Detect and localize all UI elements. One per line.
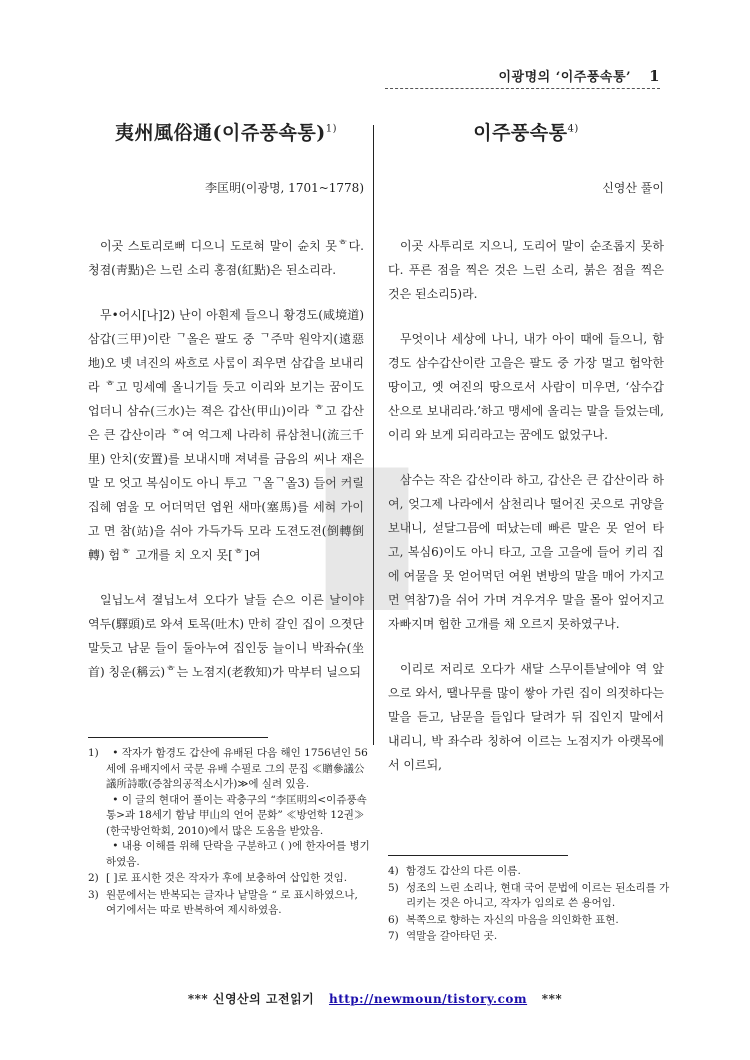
paragraph: 삼수는 작은 갑산이라 하고, 갑산은 큰 갑산이라 하여, 엊그제 나라에서 삼천리나 떨어진 곳으로 귀양을 보내니, 섣달그믐에 떠났는데 빠른 말은 못 얻어 타고, 복심6)이도 아니 타고, 고을 고을에 들어 키리 집에 여물을 못 얻어먹던 여윈 변방의 말을 매어 가지고 먼 역참7)을 쉬어 가며 겨우겨우 말을 몰아 엎어지고 자빠지며 험한 고개를 채 오르지 못하였구나. <box>388 473 664 631</box>
footer-prefix: *** 신영산의 고전읽기 <box>187 992 315 1006</box>
watermark: ▉ <box>326 470 420 609</box>
footnote: 6) 복쪽으로 향하는 자신의 마음을 의인화한 표현. <box>388 913 619 926</box>
paragraph: 이곳 사투리로 지으니, 도리어 말이 순조롭지 못하다. 푸른 점을 찍은 것은 느린 소리, 붉은 점을 찍은 것은 된소리5)라. <box>388 239 664 301</box>
paragraph: 이곳 스토리로뻐 디으니 도로혀 말이 슌치 못ᄒ다. 쳥졈(靑點)은 느린 소리 홍졈(紅點)은 된소리라. <box>88 239 364 277</box>
footnote-rule <box>88 737 268 738</box>
footnote: 3) 원문에서는 반복되는 글자나 낱말을 “ 로 표시하였으나, 여기에서는 따로 반복하여 제시하였음. <box>88 888 358 916</box>
footer-suffix: *** <box>541 992 563 1006</box>
page-footer <box>0 990 750 1007</box>
blog-link[interactable]: http://newmoun/tistory.com <box>328 992 528 1006</box>
footnote: 2) [ ]로 표시한 것은 작자가 후에 보충하여 삽입한 것임. <box>88 872 348 884</box>
footnote: 7) 역말을 갈아타던 곳. <box>388 930 498 942</box>
paragraph: 무•어시[나]2) 난이 아흰제 들으니 황경도(咸境道) 삼갑(三甲)이란 ᄀ올은 팔도 중 ᄀ주막 원악지(遠惡地)오 녯 녀진의 싸흐로 사ᄅᆞᆷ이 죄우면 삼갑을 보내리라 ᄒ고 밍세예 올니기들 듯고 이리와 보기는 꿈이도 업더니 삼슈(三水)는 젹은 갑산(甲山)이라 ᄒ고 갑산은 큰 갑산이라 ᄒ여 억그제 나라히 류삼쳔니(流三千里) 안치(安置)를 보내시매 져녁를 금음의 씨나 재은 말 모 엇고 복심이도 아니 투고 ᄀ올ᄀ올3) 들어 커릴 집헤 염울 모 어더먹던 엽윈 새마(塞馬)를 세혀 가이고 면 참(站)을 쉬아 가득가득 모라 도젼도젼(倒轉倒轉) 험ᄒ 고개를 치 오지 못[ᄒ]여 <box>88 308 364 562</box>
translation-column <box>388 118 664 772</box>
translation-footnotes <box>388 855 670 946</box>
title-footnote-ref: 4) <box>567 123 579 135</box>
original-footnotes <box>88 737 370 920</box>
translator: 신영산 풀이 <box>602 181 664 195</box>
translation-title: 이주풍속통$^{4)}$ <box>473 122 579 144</box>
paragraph: 이리로 저리로 오다가 새달 스무이튿날에야 역 앞으로 와서, 땔나무를 많이 쌓아 가린 집이 의젓하다는 말을 듣고, 남문을 들입다 달려가 뒤 집인지 말에서 내리니, 박 좌수라 칭하여 이르는 노점지가 아랫목에서 이르되, <box>388 662 664 772</box>
header-title: 이광명의 ‘이주풍속통’ <box>498 70 632 85</box>
original-title: 夷州風俗通(이쥬풍쇽통)$^{1)}$ <box>114 122 338 144</box>
original-paragraphs <box>88 234 364 705</box>
paragraph: 무엇이나 세상에 나니, 내가 아이 때에 들으니, 함경도 삼수갑산이란 고을은 팔도 중 가장 멀고 험악한 땅이고, 옛 여진의 땅으로서 사람이 미우면, ‘삼수갑산으로 보내리라.’하고 맹세에 올리는 말을 들었는데, 이리 와 보게 되리라고는 꿈에도 없었구나. <box>388 332 664 442</box>
original-text-column <box>88 118 364 679</box>
footnote-rule <box>388 855 568 856</box>
title-footnote-ref: 1) <box>325 123 338 135</box>
column-divider <box>373 125 374 745</box>
header-rule <box>385 88 660 89</box>
page-header <box>80 66 660 85</box>
original-author: 李匡明(이광명, 1701~1778) <box>205 181 364 195</box>
footnote: 4) 함경도 갑산의 다른 이름. <box>388 865 521 877</box>
paragraph: 일닙노셔 졀닙노셔 오다가 날들 슨으 이른 날이야 역두(驛頭)로 와셔 토목(吐木) 만히 갈인 집이 으졋단 말듯고 남문 들이 둘아누여 집인둥 늘이니 박좌슈(坐首) 칭운(稱云)ᄒ는 노졈지(老敎知)가 막부터 닐으되 <box>88 593 364 679</box>
translation-paragraphs <box>388 234 664 798</box>
footnote: 5) 성조의 느린 소리나, 현대 국어 문법에 이르는 된소리를 가리키는 것은 아니고, 작자가 임의로 쓴 용어임. <box>388 881 670 909</box>
footnote: 1) • 작자가 함경도 갑산에 유배된 다음 해인 1756년인 56세에 유배지에서 국문 유배 수필로 그의 문집 ≪贈參議公議所詩歌(증참의공적소시가)≫에 실려 있음. • 이 글의 현대어 풀이는 곽충구의 “李匡明의<이쥬풍쇽통>과 18세기 함남 甲山의 언어 문화” ≪방언학 12권≫ (한국방언학회, 2010)에서 많은 도움을 받았음. • 내용 이해를 위해 단락을 구분하고 ( )에 한자어를 병기하였음. <box>88 747 370 868</box>
page-number: 1 <box>649 67 660 85</box>
